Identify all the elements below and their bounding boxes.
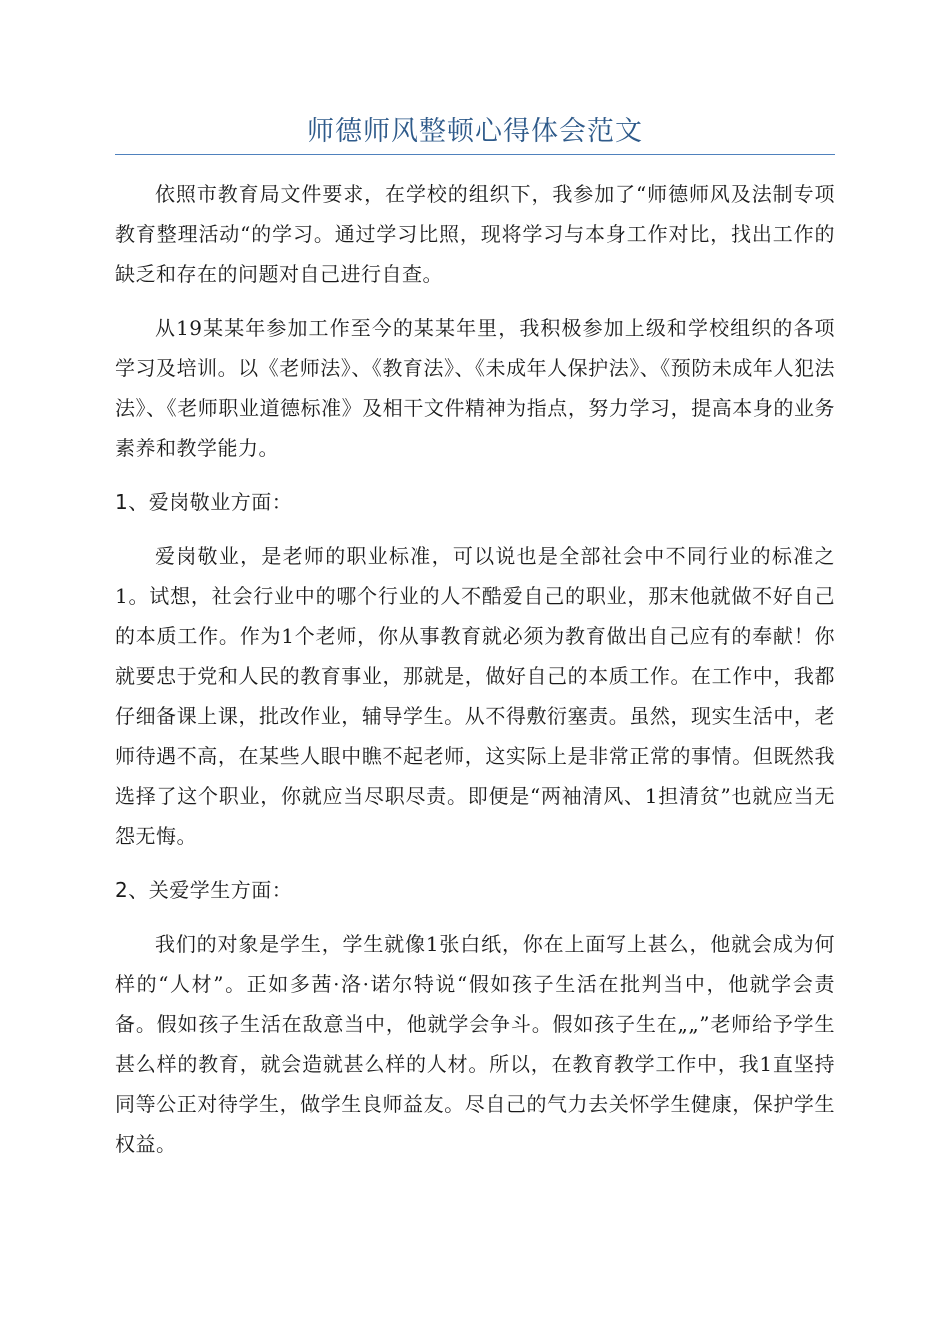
paragraph-care-students: 我们的对象是学生，学生就像1张白纸，你在上面写上甚么，他就会成为何样的“人材”。正如多茜·洛·诺尔特说“假如孩子生活在批判当中，他就学会责备。假如孩子生活在敌意当中，他就学会争斗。假如孩子生在„„”老师给予学生甚么样的教育，就会造就甚么样的人材。所以，在教育教学工作中，我1直坚持同等公正对待学生，做学生良师益友。尽自己的气力去关怀学生健康，保护学生权益。: [115, 932, 835, 1156]
document-title: 师德师风整顿心得体会范文: [307, 116, 643, 147]
section-heading-2: [115, 870, 835, 910]
section-heading-1: [115, 482, 835, 522]
section-number: 2: [115, 878, 129, 902]
paragraph-study: 从19某某年参加工作至今的某某年里，我积极参加上级和学校组织的各项学习及培训。以《老师法》、《教育法》、《未成年人保护法》、《预防未成年人犯法法》、《老师职业道德标准》及相干文件精神为指点，努力学习，提高本身的业务素养和教学能力。: [115, 316, 835, 460]
paragraph-dedication: 爱岗敬业，是老师的职业标准，可以说也是全部社会中不同行业的标准之1。试想，社会行业中的哪个行业的人不酷爱自己的职业，那末他就做不好自己的本质工作。作为1个老师，你从事教育就必须为教育做出自己应有的奉献！你就要忠于党和人民的教育事业，那就是，做好自己的本质工作。在工作中，我都仔细备课上课，批改作业，辅导学生。从不得敷衍塞责。虽然，现实生活中，老师待遇不高，在某些人眼中瞧不起老师，这实际上是非常正常的事情。但既然我选择了这个职业，你就应当尽职尽责。即便是“两袖清风、1担清贫”也就应当无怨无悔。: [115, 544, 835, 848]
title-underline: [115, 154, 835, 155]
paragraph-intro: 依照市教育局文件要求，在学校的组织下，我参加了“师德师风及法制专项教育整理活动“的学习。通过学习比照，现将学习与本身工作对比，找出工作的缺乏和存在的问题对自己进行自查。: [115, 182, 835, 286]
section-heading-text: 、爱岗敬业方面：: [128, 490, 293, 514]
section-number: 1: [115, 490, 129, 514]
document-body: [115, 174, 835, 1178]
section-heading-text: 、关爱学生方面：: [128, 878, 293, 902]
